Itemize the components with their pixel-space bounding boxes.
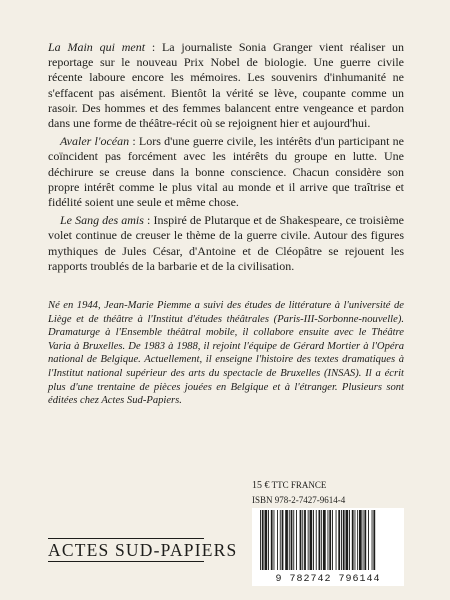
blurb-text-3: : Inspiré de Plutarque et de Shakespeare, ce troisième volet continue de creuser le thème de la guerre civile. Autour des figures mythiques de Jules César, d'Antoine et de Cléopâtre se rejouent les rapports troublés de la barbarie et de la civilisation.	[48, 213, 404, 273]
play-title-3: Le Sang des amis	[60, 213, 144, 228]
blurb-text-2: : Lors d'une guerre civile, les intérêts d'un participant ne coïncident pas forcément avec les intérêts du groupe en lutte. Une déchirure se creuse dans la bonne conscience. Chacun considère son propre intérêt comme le plus vital au monde et il arrive que traîtrise et fidélité soient une seule et même chose.	[48, 134, 404, 210]
author-bio: Né en 1944, Jean-Marie Piemme a suivi des études de littérature à l'université de Liège et de théâtre à l'Institut d'études théâtrales (Paris-III-Sorbonne-nouvelle). Dramaturge à l'Ensemble théâtral mobile, il collabore ensuite avec le Théâtre Varia à Bruxelles. De 1983 à 1988, il rejoint l'équipe de Gérard Mortier à l'Opéra national de Belgique. Actuellement, il enseigne l'histoire des textes dramatiques à l'Institut national supérieur des arts du spectacle de Bruxelles (INSAS). Il a écrit plus d'une trentaine de pièces jouées en Belgique et à l'étranger. Plusieurs sont éditées chez Actes Sud-Papiers.	[48, 300, 404, 407]
price-suffix: TTC FRANCE	[271, 480, 327, 490]
barcode	[252, 508, 404, 586]
section-spacer	[48, 277, 404, 299]
isbn: ISBN 978-2-7427-9614-4	[252, 495, 346, 505]
barcode-bars	[252, 508, 404, 572]
blurb-paragraph-3	[48, 213, 404, 274]
play-title-2: Avaler l'océan	[60, 134, 130, 149]
play-title-1: La Main qui ment	[48, 40, 146, 54]
barcode-digits: 9 782742 796144	[275, 574, 381, 585]
blurb-paragraph-1	[48, 40, 404, 131]
publisher-logo: ACTES SUD-PAPIERS	[48, 540, 238, 560]
price: 15 €	[252, 480, 270, 491]
blurb	[48, 40, 404, 408]
price-line	[232, 478, 404, 493]
blurb-text-1: : La journaliste Sonia Granger vient réaliser un reportage sur le nouveau Prix Nobel de biologie. Une guerre civile récente laboure encore les mémoires. Les souvenirs d'inhumanité ne s'effacent pas aisément. Bientôt la vérité se lève, coupante comme un rasoir. Des hommes et des femmes balancent entre vengeance et pardon dans une forme de théâtre-récit où se rejoignent hier et aujourd'hui.	[48, 40, 404, 131]
price-isbn	[232, 478, 404, 507]
blurb-paragraph-2	[48, 134, 404, 210]
